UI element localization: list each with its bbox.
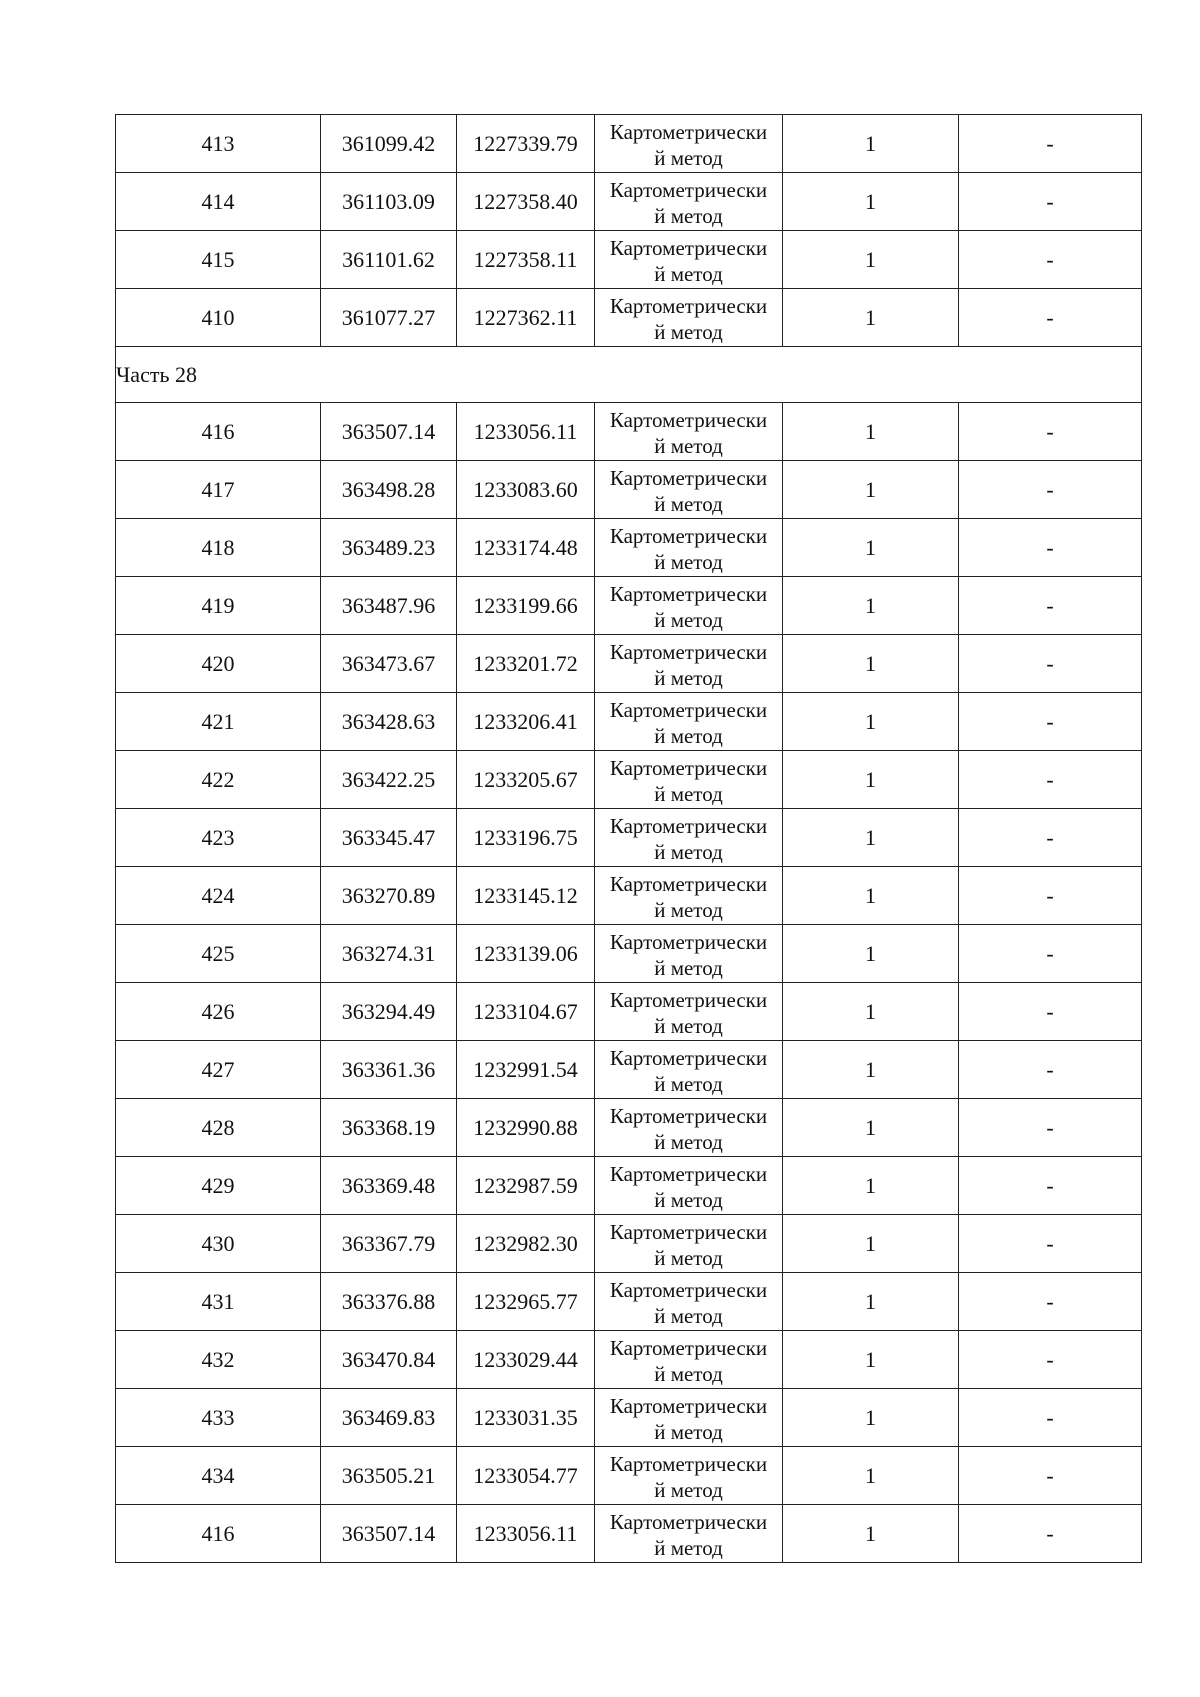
x-coordinate-cell: 363368.19 bbox=[321, 1099, 457, 1157]
accuracy-cell: 1 bbox=[783, 519, 959, 577]
table-row bbox=[116, 231, 1142, 289]
accuracy-cell: 1 bbox=[783, 809, 959, 867]
accuracy-cell: 1 bbox=[783, 403, 959, 461]
accuracy-cell: 1 bbox=[783, 693, 959, 751]
point-number-cell: 420 bbox=[116, 635, 321, 693]
point-number-cell: 424 bbox=[116, 867, 321, 925]
method-text-line1: Картометрически bbox=[609, 1219, 768, 1244]
method-cell bbox=[595, 289, 783, 347]
x-coordinate-cell: 363369.48 bbox=[321, 1157, 457, 1215]
point-number-cell: 425 bbox=[116, 925, 321, 983]
accuracy-cell: 1 bbox=[783, 115, 959, 173]
description-cell: - bbox=[959, 809, 1142, 867]
method-text-line2: й метод bbox=[654, 781, 723, 806]
y-coordinate-cell: 1232987.59 bbox=[457, 1157, 595, 1215]
y-coordinate-cell: 1233205.67 bbox=[457, 751, 595, 809]
x-coordinate-cell: 363345.47 bbox=[321, 809, 457, 867]
description-cell: - bbox=[959, 983, 1142, 1041]
method-text-line2: й метод bbox=[654, 549, 723, 574]
accuracy-cell: 1 bbox=[783, 635, 959, 693]
method-text-line1: Картометрически bbox=[609, 1045, 768, 1070]
point-number-cell: 422 bbox=[116, 751, 321, 809]
method-text-line2: й метод bbox=[654, 1535, 723, 1560]
method-cell bbox=[595, 809, 783, 867]
y-coordinate-cell: 1233031.35 bbox=[457, 1389, 595, 1447]
method-text-line2: й метод bbox=[654, 1187, 723, 1212]
method-text-line1: Картометрически bbox=[609, 581, 768, 606]
x-coordinate-cell: 363294.49 bbox=[321, 983, 457, 1041]
table-row bbox=[116, 1041, 1142, 1099]
x-coordinate-cell: 363487.96 bbox=[321, 577, 457, 635]
method-cell bbox=[595, 751, 783, 809]
x-coordinate-cell: 361077.27 bbox=[321, 289, 457, 347]
description-cell: - bbox=[959, 1389, 1142, 1447]
table-row bbox=[116, 1215, 1142, 1273]
x-coordinate-cell: 363274.31 bbox=[321, 925, 457, 983]
point-number-cell: 427 bbox=[116, 1041, 321, 1099]
accuracy-cell: 1 bbox=[783, 577, 959, 635]
description-cell: - bbox=[959, 1099, 1142, 1157]
point-number-cell: 430 bbox=[116, 1215, 321, 1273]
method-cell bbox=[595, 1157, 783, 1215]
description-cell: - bbox=[959, 115, 1142, 173]
table-row bbox=[116, 1505, 1142, 1563]
method-text-line2: й метод bbox=[654, 1361, 723, 1386]
method-cell bbox=[595, 925, 783, 983]
x-coordinate-cell: 363473.67 bbox=[321, 635, 457, 693]
method-cell bbox=[595, 1215, 783, 1273]
point-number-cell: 421 bbox=[116, 693, 321, 751]
accuracy-cell: 1 bbox=[783, 1331, 959, 1389]
table-row bbox=[116, 1331, 1142, 1389]
table-row bbox=[116, 1447, 1142, 1505]
table-row bbox=[116, 983, 1142, 1041]
point-number-cell: 417 bbox=[116, 461, 321, 519]
table-row bbox=[116, 809, 1142, 867]
x-coordinate-cell: 363470.84 bbox=[321, 1331, 457, 1389]
coordinates-table bbox=[115, 114, 1142, 1563]
accuracy-cell: 1 bbox=[783, 1389, 959, 1447]
description-cell: - bbox=[959, 1331, 1142, 1389]
description-cell: - bbox=[959, 231, 1142, 289]
point-number-cell: 418 bbox=[116, 519, 321, 577]
y-coordinate-cell: 1233196.75 bbox=[457, 809, 595, 867]
x-coordinate-cell: 363367.79 bbox=[321, 1215, 457, 1273]
description-cell: - bbox=[959, 925, 1142, 983]
accuracy-cell: 1 bbox=[783, 173, 959, 231]
accuracy-cell: 1 bbox=[783, 1505, 959, 1563]
y-coordinate-cell: 1233199.66 bbox=[457, 577, 595, 635]
x-coordinate-cell: 363489.23 bbox=[321, 519, 457, 577]
y-coordinate-cell: 1233104.67 bbox=[457, 983, 595, 1041]
method-text-line1: Картометрически bbox=[609, 465, 768, 490]
accuracy-cell: 1 bbox=[783, 867, 959, 925]
y-coordinate-cell: 1232991.54 bbox=[457, 1041, 595, 1099]
point-number-cell: 414 bbox=[116, 173, 321, 231]
method-text-line1: Картометрически bbox=[609, 639, 768, 664]
table-row bbox=[116, 693, 1142, 751]
description-cell: - bbox=[959, 751, 1142, 809]
y-coordinate-cell: 1227339.79 bbox=[457, 115, 595, 173]
description-cell: - bbox=[959, 461, 1142, 519]
y-coordinate-cell: 1233029.44 bbox=[457, 1331, 595, 1389]
description-cell: - bbox=[959, 519, 1142, 577]
y-coordinate-cell: 1227358.40 bbox=[457, 173, 595, 231]
method-cell bbox=[595, 867, 783, 925]
table-row bbox=[116, 867, 1142, 925]
table-row bbox=[116, 403, 1142, 461]
x-coordinate-cell: 361099.42 bbox=[321, 115, 457, 173]
method-text-line1: Картометрически bbox=[609, 1161, 768, 1186]
method-text-line1: Картометрически bbox=[609, 235, 768, 260]
point-number-cell: 431 bbox=[116, 1273, 321, 1331]
method-text-line1: Картометрически bbox=[609, 987, 768, 1012]
accuracy-cell: 1 bbox=[783, 751, 959, 809]
method-cell bbox=[595, 1331, 783, 1389]
method-text-line2: й метод bbox=[654, 491, 723, 516]
x-coordinate-cell: 361103.09 bbox=[321, 173, 457, 231]
method-text-line2: й метод bbox=[654, 1245, 723, 1270]
y-coordinate-cell: 1233054.77 bbox=[457, 1447, 595, 1505]
description-cell: - bbox=[959, 577, 1142, 635]
x-coordinate-cell: 363376.88 bbox=[321, 1273, 457, 1331]
point-number-cell: 416 bbox=[116, 1505, 321, 1563]
method-text-line2: й метод bbox=[654, 955, 723, 980]
method-text-line2: й метод bbox=[654, 723, 723, 748]
y-coordinate-cell: 1232965.77 bbox=[457, 1273, 595, 1331]
method-text-line2: й метод bbox=[654, 433, 723, 458]
x-coordinate-cell: 363507.14 bbox=[321, 403, 457, 461]
x-coordinate-cell: 363270.89 bbox=[321, 867, 457, 925]
method-cell bbox=[595, 403, 783, 461]
section-header-body bbox=[116, 347, 1142, 403]
table-row bbox=[116, 519, 1142, 577]
method-cell bbox=[595, 1447, 783, 1505]
accuracy-cell: 1 bbox=[783, 231, 959, 289]
method-cell bbox=[595, 693, 783, 751]
y-coordinate-cell: 1232982.30 bbox=[457, 1215, 595, 1273]
table-row bbox=[116, 461, 1142, 519]
description-cell: - bbox=[959, 173, 1142, 231]
method-text-line1: Картометрически bbox=[609, 697, 768, 722]
table-row bbox=[116, 577, 1142, 635]
x-coordinate-cell: 363505.21 bbox=[321, 1447, 457, 1505]
section-header: Часть 28 bbox=[116, 347, 1142, 403]
y-coordinate-cell: 1233056.11 bbox=[457, 1505, 595, 1563]
method-text-line2: й метод bbox=[654, 319, 723, 344]
table-row bbox=[116, 751, 1142, 809]
point-number-cell: 432 bbox=[116, 1331, 321, 1389]
point-number-cell: 433 bbox=[116, 1389, 321, 1447]
method-text-line2: й метод bbox=[654, 607, 723, 632]
description-cell: - bbox=[959, 1273, 1142, 1331]
method-text-line2: й метод bbox=[654, 665, 723, 690]
y-coordinate-cell: 1233206.41 bbox=[457, 693, 595, 751]
description-cell: - bbox=[959, 289, 1142, 347]
method-text-line1: Картометрически bbox=[609, 177, 768, 202]
point-number-cell: 426 bbox=[116, 983, 321, 1041]
method-cell bbox=[595, 1099, 783, 1157]
method-text-line1: Картометрически bbox=[609, 523, 768, 548]
table-row bbox=[116, 1389, 1142, 1447]
y-coordinate-cell: 1233139.06 bbox=[457, 925, 595, 983]
method-text-line2: й метод bbox=[654, 1013, 723, 1038]
method-text-line1: Картометрически bbox=[609, 119, 768, 144]
table-row bbox=[116, 115, 1142, 173]
method-text-line2: й метод bbox=[654, 1477, 723, 1502]
x-coordinate-cell: 363428.63 bbox=[321, 693, 457, 751]
description-cell: - bbox=[959, 1215, 1142, 1273]
y-coordinate-cell: 1227358.11 bbox=[457, 231, 595, 289]
description-cell: - bbox=[959, 635, 1142, 693]
method-text-line1: Картометрически bbox=[609, 1103, 768, 1128]
method-text-line1: Картометрически bbox=[609, 1335, 768, 1360]
method-cell bbox=[595, 1505, 783, 1563]
x-coordinate-cell: 361101.62 bbox=[321, 231, 457, 289]
table-row bbox=[116, 1099, 1142, 1157]
method-text-line2: й метод bbox=[654, 145, 723, 170]
section-header-row bbox=[116, 347, 1142, 403]
method-text-line1: Картометрически bbox=[609, 871, 768, 896]
description-cell: - bbox=[959, 1041, 1142, 1099]
x-coordinate-cell: 363498.28 bbox=[321, 461, 457, 519]
method-cell bbox=[595, 519, 783, 577]
method-text-line2: й метод bbox=[654, 1129, 723, 1154]
x-coordinate-cell: 363422.25 bbox=[321, 751, 457, 809]
y-coordinate-cell: 1233056.11 bbox=[457, 403, 595, 461]
accuracy-cell: 1 bbox=[783, 1273, 959, 1331]
method-text-line1: Картометрически bbox=[609, 929, 768, 954]
accuracy-cell: 1 bbox=[783, 1157, 959, 1215]
method-text-line1: Картометрически bbox=[609, 1509, 768, 1534]
y-coordinate-cell: 1227362.11 bbox=[457, 289, 595, 347]
point-number-cell: 428 bbox=[116, 1099, 321, 1157]
accuracy-cell: 1 bbox=[783, 461, 959, 519]
y-coordinate-cell: 1233145.12 bbox=[457, 867, 595, 925]
method-text-line2: й метод bbox=[654, 1071, 723, 1096]
point-number-cell: 419 bbox=[116, 577, 321, 635]
accuracy-cell: 1 bbox=[783, 983, 959, 1041]
table-body-before bbox=[116, 115, 1142, 347]
method-text-line1: Картометрически bbox=[609, 1393, 768, 1418]
method-cell bbox=[595, 1041, 783, 1099]
description-cell: - bbox=[959, 867, 1142, 925]
accuracy-cell: 1 bbox=[783, 1215, 959, 1273]
point-number-cell: 413 bbox=[116, 115, 321, 173]
method-text-line1: Картометрически bbox=[609, 755, 768, 780]
method-text-line2: й метод bbox=[654, 261, 723, 286]
point-number-cell: 434 bbox=[116, 1447, 321, 1505]
method-cell bbox=[595, 635, 783, 693]
method-text-line2: й метод bbox=[654, 1303, 723, 1328]
table-row bbox=[116, 1273, 1142, 1331]
method-text-line2: й метод bbox=[654, 1419, 723, 1444]
y-coordinate-cell: 1233201.72 bbox=[457, 635, 595, 693]
table-row bbox=[116, 289, 1142, 347]
method-cell bbox=[595, 577, 783, 635]
description-cell: - bbox=[959, 1447, 1142, 1505]
accuracy-cell: 1 bbox=[783, 1447, 959, 1505]
method-cell bbox=[595, 1389, 783, 1447]
description-cell: - bbox=[959, 1505, 1142, 1563]
description-cell: - bbox=[959, 403, 1142, 461]
description-cell: - bbox=[959, 693, 1142, 751]
method-cell bbox=[595, 115, 783, 173]
y-coordinate-cell: 1233174.48 bbox=[457, 519, 595, 577]
table-row bbox=[116, 1157, 1142, 1215]
point-number-cell: 423 bbox=[116, 809, 321, 867]
x-coordinate-cell: 363361.36 bbox=[321, 1041, 457, 1099]
point-number-cell: 415 bbox=[116, 231, 321, 289]
method-text-line2: й метод bbox=[654, 839, 723, 864]
table-row bbox=[116, 925, 1142, 983]
y-coordinate-cell: 1233083.60 bbox=[457, 461, 595, 519]
point-number-cell: 416 bbox=[116, 403, 321, 461]
method-cell bbox=[595, 461, 783, 519]
method-cell bbox=[595, 1273, 783, 1331]
accuracy-cell: 1 bbox=[783, 1041, 959, 1099]
method-text-line1: Картометрически bbox=[609, 1451, 768, 1476]
method-cell bbox=[595, 231, 783, 289]
method-cell bbox=[595, 173, 783, 231]
point-number-cell: 410 bbox=[116, 289, 321, 347]
method-text-line1: Картометрически bbox=[609, 407, 768, 432]
y-coordinate-cell: 1232990.88 bbox=[457, 1099, 595, 1157]
method-text-line1: Картометрически bbox=[609, 813, 768, 838]
accuracy-cell: 1 bbox=[783, 925, 959, 983]
accuracy-cell: 1 bbox=[783, 1099, 959, 1157]
x-coordinate-cell: 363469.83 bbox=[321, 1389, 457, 1447]
table-row bbox=[116, 173, 1142, 231]
method-text-line2: й метод bbox=[654, 203, 723, 228]
point-number-cell: 429 bbox=[116, 1157, 321, 1215]
method-text-line1: Картометрически bbox=[609, 293, 768, 318]
method-text-line1: Картометрически bbox=[609, 1277, 768, 1302]
table-body-after bbox=[116, 403, 1142, 1563]
accuracy-cell: 1 bbox=[783, 289, 959, 347]
method-text-line2: й метод bbox=[654, 897, 723, 922]
table-row bbox=[116, 635, 1142, 693]
x-coordinate-cell: 363507.14 bbox=[321, 1505, 457, 1563]
description-cell: - bbox=[959, 1157, 1142, 1215]
method-cell bbox=[595, 983, 783, 1041]
